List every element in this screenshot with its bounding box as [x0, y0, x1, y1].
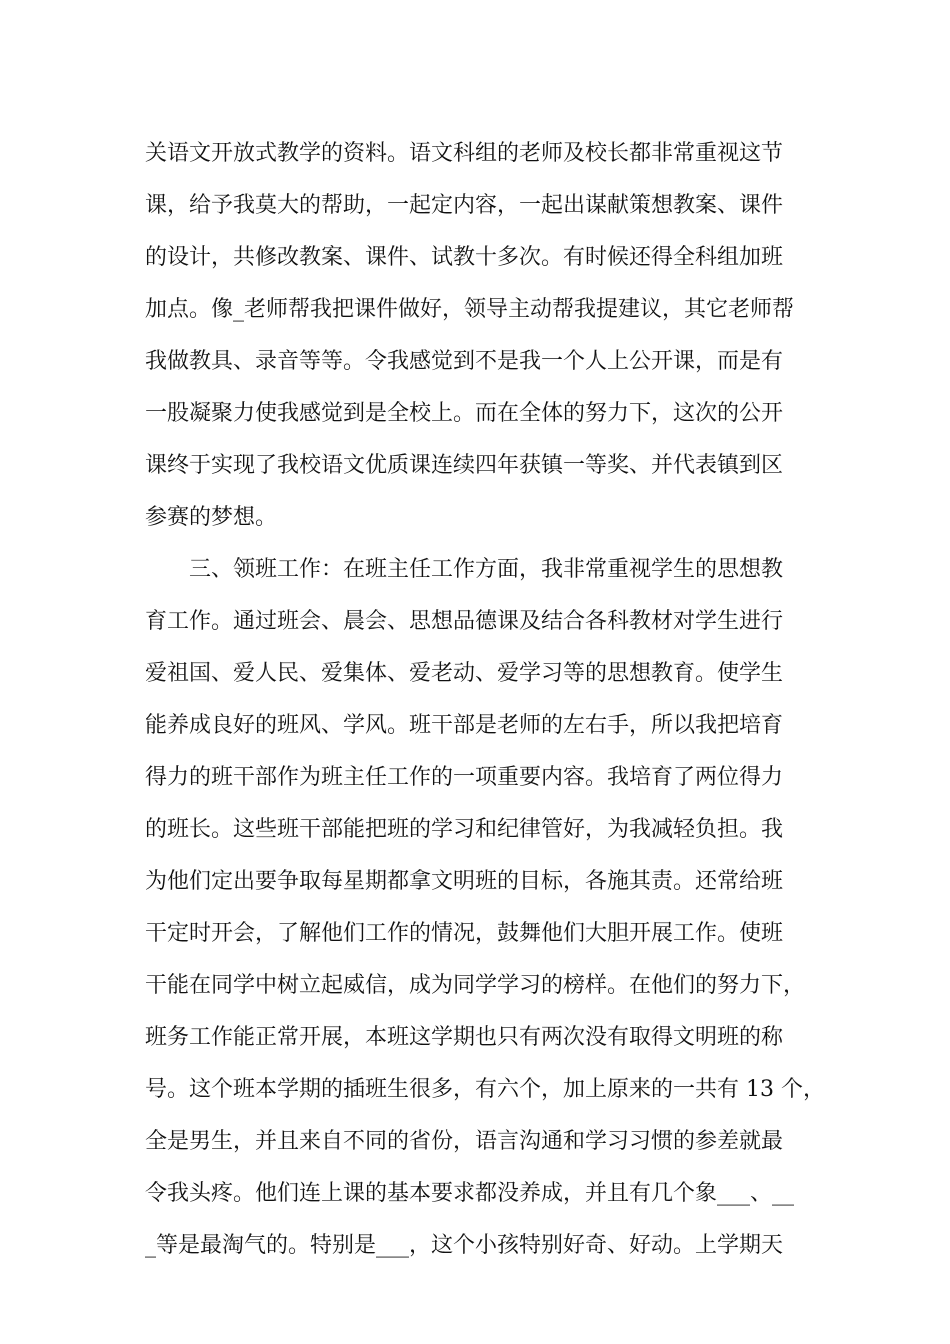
text-line: 令我头疼。他们连上课的基本要求都没养成，并且有几个象___、__: [145, 1181, 795, 1206]
text-line: 参赛的梦想。: [145, 505, 278, 530]
text-line: 号。这个班本学期的插班生很多，有六个，加上原来的一共有 13 个，: [145, 1077, 825, 1102]
text-line: 育工作。通过班会、晨会、思想品德课及结合各科教材对学生进行: [145, 609, 784, 634]
text-line: 干定时开会，了解他们工作的情况，鼓舞他们大胆开展工作。使班: [145, 921, 784, 946]
text-line: 能养成良好的班风、学风。班干部是老师的左右手，所以我把培育: [145, 713, 784, 738]
text-line: 得力的班干部作为班主任工作的一项重要内容。我培育了两位得力: [145, 765, 784, 790]
text-line: 全是男生，并且来自不同的省份，语言沟通和学习习惯的参差就最: [145, 1129, 784, 1154]
text-line: 爱祖国、爱人民、爱集体、爱老动、爱学习等的思想教育。使学生: [145, 661, 784, 686]
text-line: 加点。像_老师帮我把课件做好，领导主动帮我提建议，其它老师帮: [145, 297, 795, 322]
text-line: 为他们定出要争取每星期都拿文明班的目标，各施其责。还常给班: [145, 869, 784, 894]
text-line: 的班长。这些班干部能把班的学习和纪律管好，为我减轻负担。我: [145, 817, 784, 842]
body-text: [145, 128, 825, 1272]
text-line: _等是最淘气的。特别是___，这个小孩特别好奇、好动。上学期天: [145, 1233, 784, 1258]
text-line: 的设计，共修改教案、课件、试教十多次。有时候还得全科组加班: [145, 245, 784, 270]
paragraph-start-line: 三、领班工作：在班主任工作方面，我非常重视学生的思想教: [189, 557, 784, 582]
text-line: 课终于实现了我校语文优质课连续四年获镇一等奖、并代表镇到区: [145, 453, 784, 478]
text-line: 干能在同学中树立起威信，成为同学学习的榜样。在他们的努力下，: [145, 973, 806, 998]
text-line: 我做教具、录音等等。令我感觉到不是我一个人上公开课，而是有: [145, 349, 784, 374]
text-line: 关语文开放式教学的资料。语文科组的老师及校长都非常重视这节: [145, 141, 784, 166]
text-line: 班务工作能正常开展，本班这学期也只有两次没有取得文明班的称: [145, 1025, 784, 1050]
text-line: 一股凝聚力使我感觉到是全校上。而在全体的努力下，这次的公开: [145, 401, 784, 426]
text-line: 课，给予我莫大的帮助，一起定内容，一起出谋献策想教案、课件: [145, 193, 784, 218]
